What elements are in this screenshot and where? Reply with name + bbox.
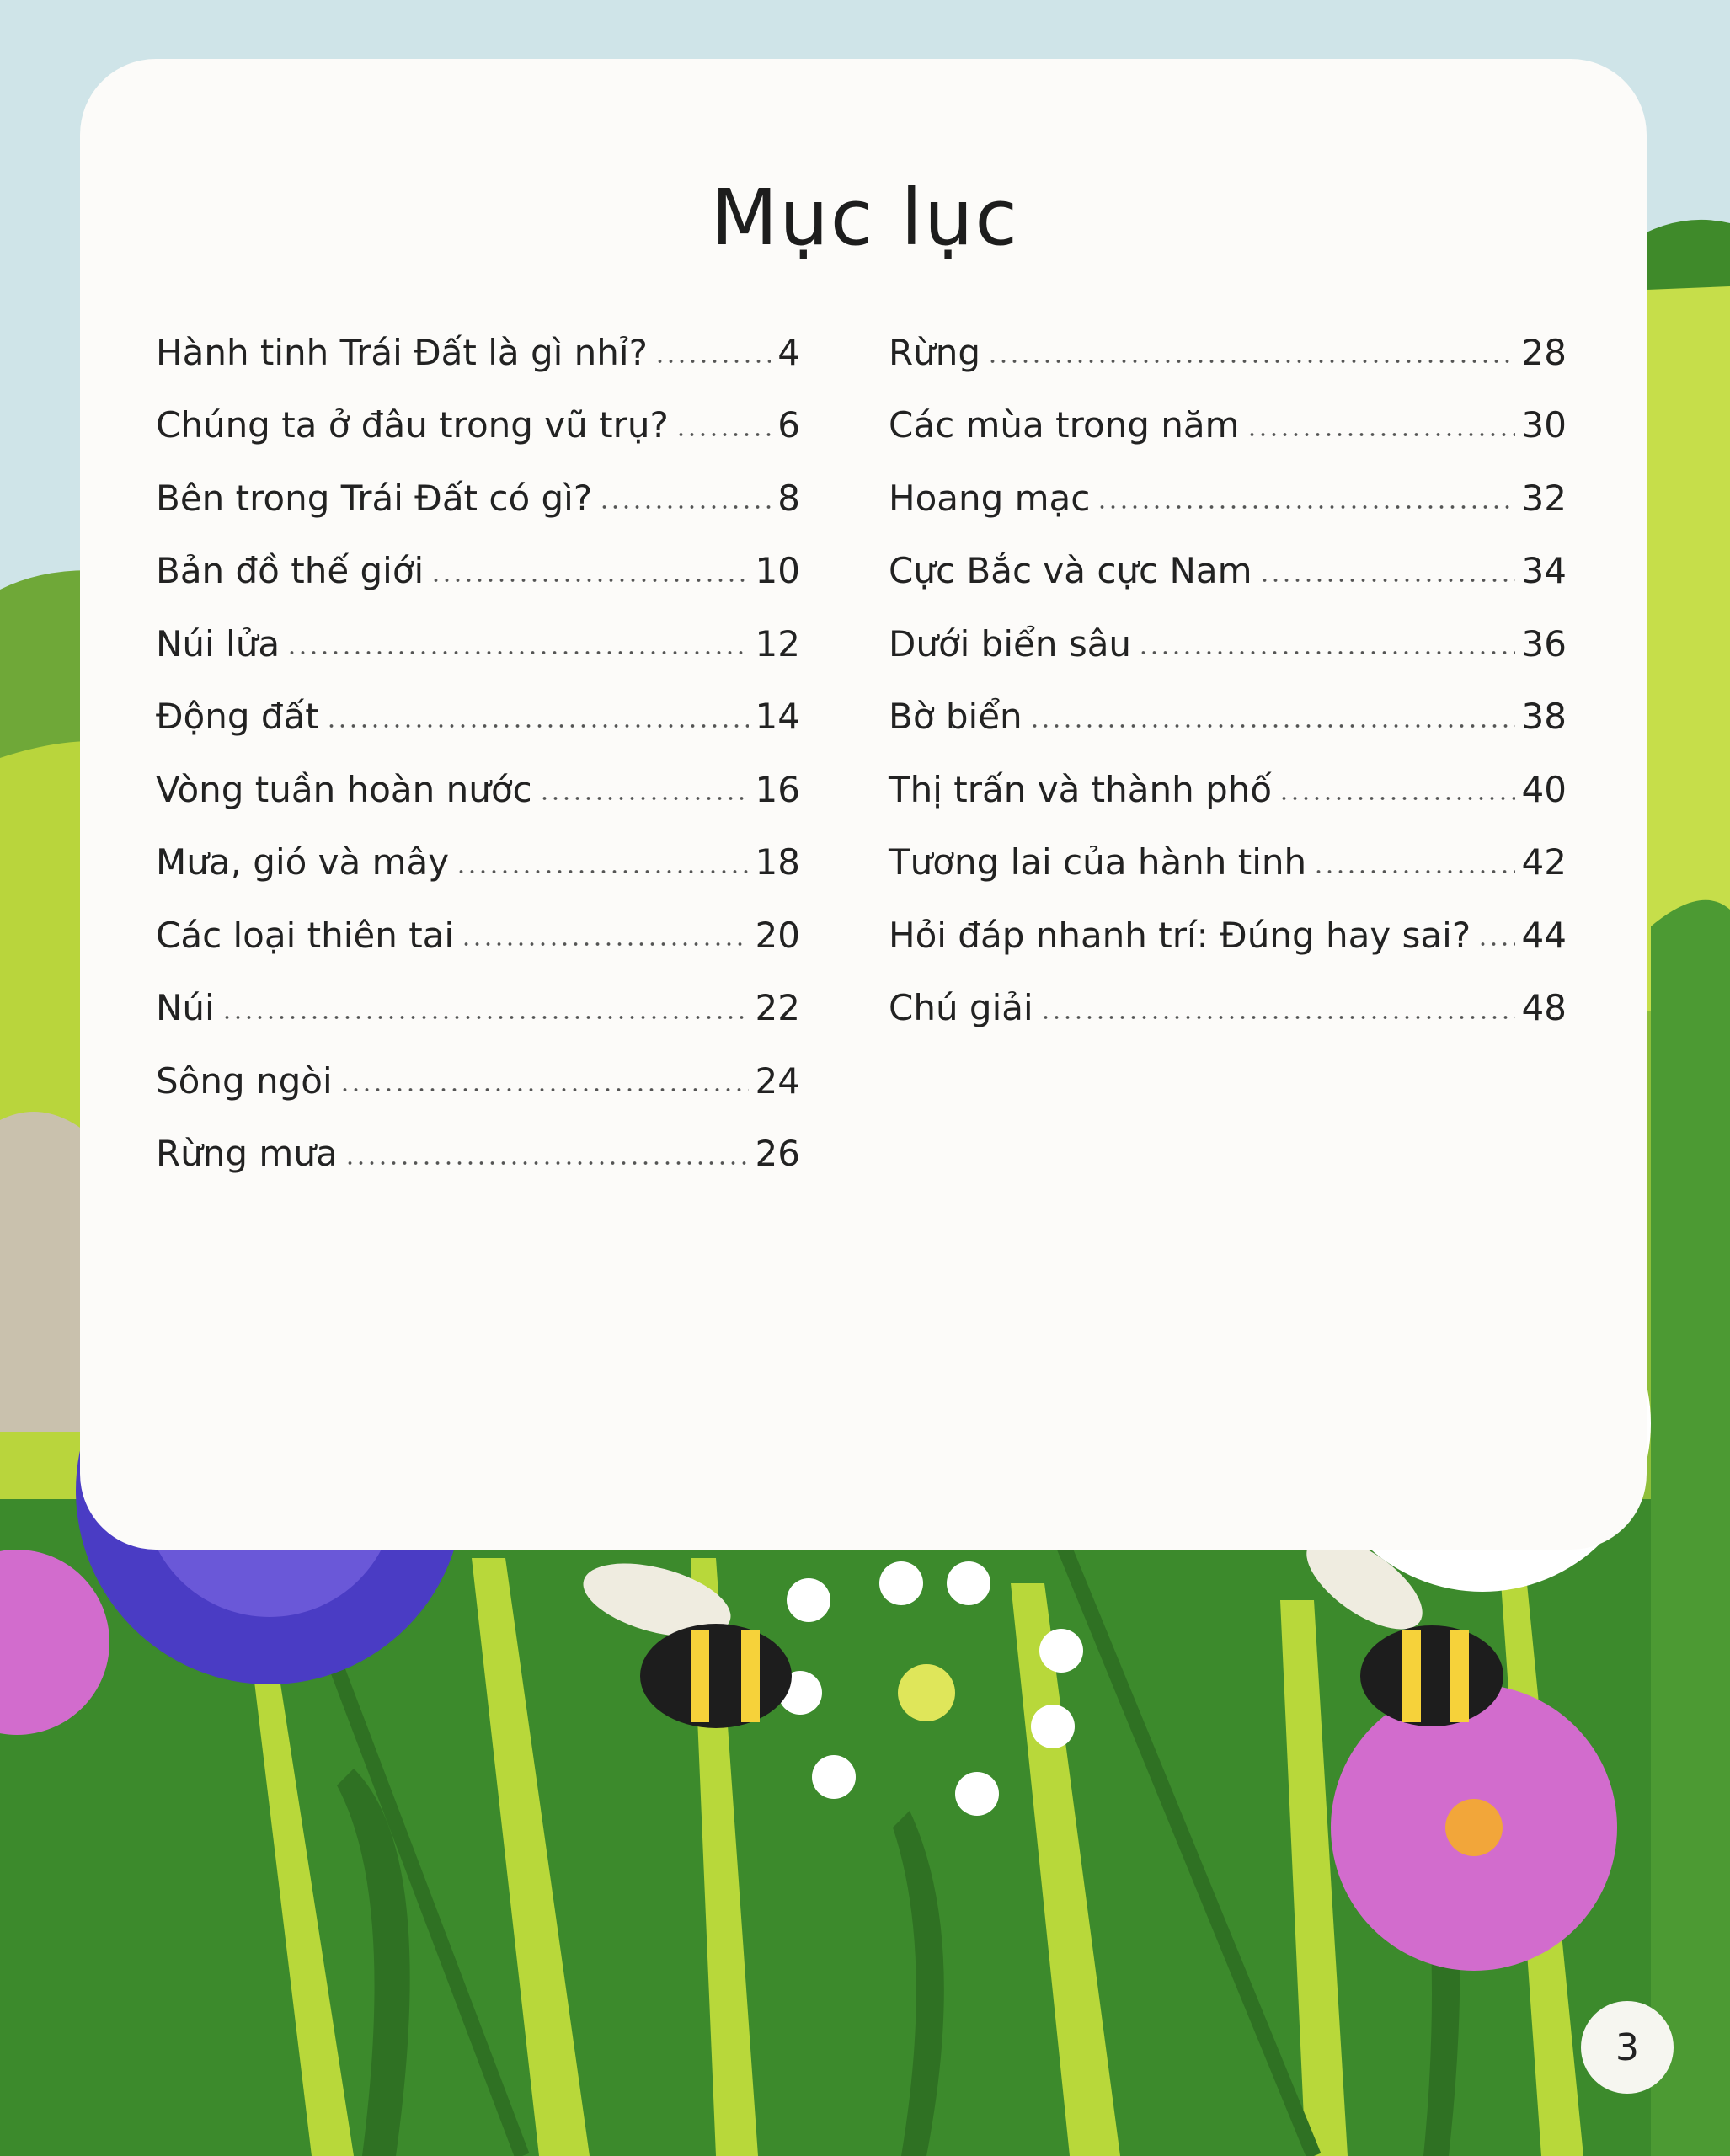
toc-entry (889, 462, 1567, 535)
dot-leader (1029, 724, 1515, 728)
dot-leader (430, 579, 748, 582)
toc-entry (156, 607, 800, 680)
dot-leader (1313, 870, 1514, 873)
page-number: 3 (1581, 2001, 1674, 2094)
toc-entry-title: Chúng ta ở đâu trong vũ trụ? (156, 404, 669, 446)
toc-entry (889, 972, 1567, 1045)
dot-leader (1097, 505, 1514, 509)
toc-entry-page: 8 (777, 477, 800, 519)
toc-entry-title: Dưới biển sâu (889, 622, 1132, 664)
dot-leader (339, 1088, 749, 1091)
dot-leader (1040, 1016, 1515, 1019)
toc-entry (156, 753, 800, 826)
dot-leader (539, 797, 749, 800)
dot-leader (675, 433, 771, 436)
toc-entry-title: Các mùa trong năm (889, 404, 1240, 446)
toc-entry-page: 14 (755, 696, 800, 738)
toc-entry-page: 16 (755, 768, 800, 810)
toc-entry-page: 28 (1521, 331, 1567, 373)
toc-entry (889, 753, 1567, 826)
dot-leader (456, 870, 748, 873)
dot-leader (461, 942, 748, 946)
toc-left-column (156, 316, 800, 1190)
toc-entry (889, 535, 1567, 608)
toc-entry-title: Mưa, gió và mây (156, 841, 450, 883)
toc-entry-page: 32 (1521, 477, 1567, 519)
dot-leader (326, 724, 749, 728)
toc-entry (156, 389, 800, 462)
toc-right-column (889, 316, 1567, 1044)
toc-entry-title: Cực Bắc và cực Nam (889, 550, 1252, 592)
dot-leader (1477, 942, 1514, 946)
toc-entry-title: Sông ngòi (156, 1059, 333, 1102)
toc-entry-title: Thị trấn và thành phố (889, 768, 1273, 810)
toc-entry-page: 22 (755, 987, 800, 1029)
right-meadow (1651, 900, 1730, 2156)
dot-leader (1279, 797, 1514, 800)
dot-leader (286, 651, 748, 654)
toc-entry-page: 6 (777, 404, 800, 446)
toc-entry (889, 826, 1567, 899)
toc-entry (889, 316, 1567, 389)
toc-entry-title: Núi (156, 987, 215, 1029)
toc-entry-title: Bờ biển (889, 696, 1023, 738)
toc-entry (889, 680, 1567, 754)
toc-entry-title: Rừng mưa (156, 1133, 338, 1175)
dot-leader (222, 1016, 749, 1019)
page-title: Mục lục (711, 173, 1019, 263)
toc-entry-page: 48 (1521, 987, 1567, 1029)
toc-entry (156, 826, 800, 899)
toc-entry (156, 899, 800, 972)
toc-entry (156, 1044, 800, 1118)
dot-leader (1138, 651, 1514, 654)
toc-entry-title: Bên trong Trái Đất có gì? (156, 477, 593, 519)
toc-entry-page: 44 (1521, 914, 1567, 956)
toc-entry-page: 24 (755, 1059, 800, 1102)
toc-entry (156, 680, 800, 754)
toc-entry-page: 40 (1521, 768, 1567, 810)
toc-entry-page: 4 (777, 331, 800, 373)
toc-entry-page: 38 (1521, 696, 1567, 738)
dot-leader (654, 360, 771, 363)
toc-entry (889, 899, 1567, 972)
toc-entry-title: Bản đồ thế giới (156, 550, 424, 592)
dot-leader (1259, 579, 1515, 582)
toc-entry-title: Vòng tuần hoàn nước (156, 768, 532, 810)
toc-entry-title: Hoang mạc (889, 477, 1091, 519)
toc-entry-page: 34 (1521, 550, 1567, 592)
dot-leader (344, 1161, 749, 1165)
toc-entry (156, 535, 800, 608)
dot-leader (1247, 433, 1515, 436)
toc-entry-title: Núi lửa (156, 622, 280, 664)
toc-entry-page: 36 (1521, 622, 1567, 664)
dot-leader (987, 360, 1514, 363)
toc-entry-title: Tương lai của hành tinh (889, 841, 1307, 883)
toc-entry (889, 389, 1567, 462)
toc-entry (156, 972, 800, 1045)
toc-entry-title: Rừng (889, 331, 981, 373)
toc-entry-page: 10 (755, 550, 800, 592)
toc-entry-title: Động đất (156, 696, 319, 738)
toc-entry-page: 20 (755, 914, 800, 956)
toc-entry-page: 12 (755, 622, 800, 664)
toc-entry (156, 462, 800, 535)
toc-entry-title: Hỏi đáp nhanh trí: Đúng hay sai? (889, 914, 1471, 956)
toc-entry (156, 316, 800, 389)
toc-entry-title: Hành tinh Trái Đất là gì nhỉ? (156, 331, 648, 373)
toc-entry (889, 607, 1567, 680)
toc-entry-title: Chú giải (889, 987, 1033, 1029)
dot-leader (599, 505, 771, 509)
toc-entry-page: 30 (1521, 404, 1567, 446)
toc-entry-page: 18 (755, 841, 800, 883)
toc-entry-page: 42 (1521, 841, 1567, 883)
toc-entry-page: 26 (755, 1133, 800, 1175)
toc-entry-title: Các loại thiên tai (156, 914, 455, 956)
toc-entry (156, 1118, 800, 1191)
